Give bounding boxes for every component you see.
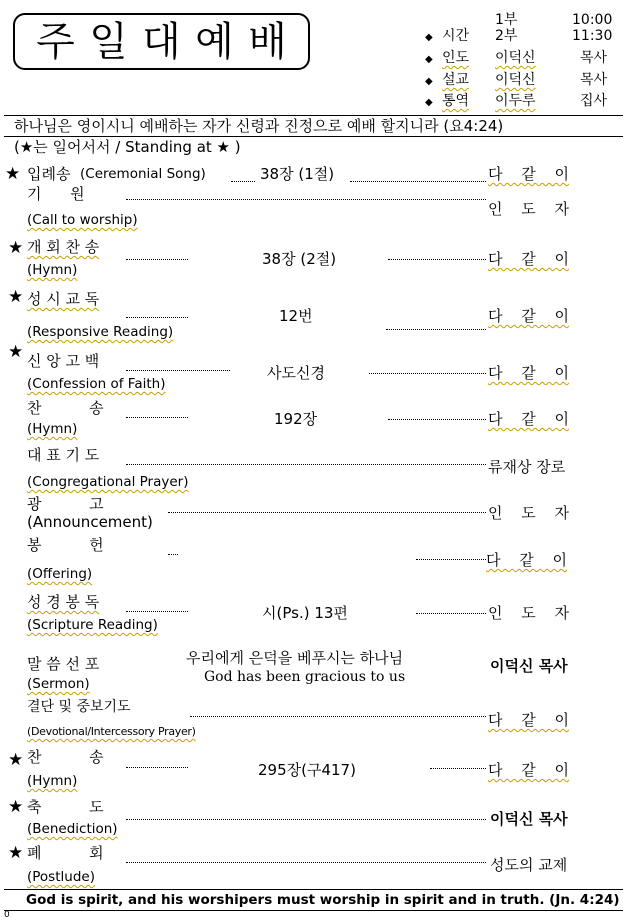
order-item-en: (Scripture Reading) <box>27 617 158 633</box>
order-item-who: 류재상 장로 <box>488 458 566 476</box>
order-item-en: (Hymn) <box>27 262 78 278</box>
title-char: 예 <box>195 18 234 65</box>
order-item-who: 인 도 자 <box>488 200 570 218</box>
order-item-ko: 찬 송 <box>27 748 104 766</box>
order-item-who: 다 같 이 <box>488 364 570 382</box>
dotted-leader <box>168 554 178 555</box>
order-item-who: 다 같 이 <box>488 761 570 779</box>
title-char: 주 <box>36 18 75 65</box>
bullet-icon: ◆ <box>425 97 433 108</box>
dotted-leader <box>231 181 255 182</box>
dotted-leader <box>388 419 486 420</box>
order-item-ko: 찬 송 <box>27 399 104 417</box>
dotted-leader <box>369 373 486 374</box>
title-char: 배 <box>248 18 287 65</box>
time-label: 시간 <box>442 28 470 44</box>
sermon-name: 이덕신 <box>495 72 536 88</box>
title-char: 일 <box>89 18 128 65</box>
sermon-title: 목사 <box>580 72 608 88</box>
order-item-en: (Postlude) <box>27 869 95 885</box>
dotted-leader <box>168 512 486 513</box>
order-item-en: (Call to worship) <box>27 212 138 228</box>
star-icon: ★ <box>8 342 24 362</box>
dotted-leader <box>126 317 188 318</box>
order-item-ko: 성 시 교 독 <box>27 290 100 308</box>
order-item-ko: 기 원 <box>27 185 85 203</box>
interp-label: 통역 <box>442 93 470 109</box>
dotted-leader <box>126 199 486 200</box>
star-icon: ★ <box>8 287 24 307</box>
sermon-label: 설교 <box>442 72 470 88</box>
dotted-leader <box>416 559 486 560</box>
bullet-icon: ◆ <box>425 32 433 43</box>
order-item-ko: 말 씀 선 포 <box>27 655 100 673</box>
dotted-leader <box>430 768 486 769</box>
order-item-who: 다 같 이 <box>488 165 570 183</box>
order-item-who: 인 도 자 <box>488 604 570 622</box>
interp-title: 집사 <box>580 93 608 109</box>
star-icon: ★ <box>8 843 24 863</box>
dotted-leader <box>388 259 486 260</box>
order-item-ko: 입례송 <box>27 165 71 183</box>
bullet-icon: ◆ <box>425 76 433 87</box>
order-item-en: (Hymn) <box>27 773 78 789</box>
dotted-leader <box>190 716 486 717</box>
order-item-who: 다 같 이 <box>488 250 570 268</box>
order-item-who: 성도의 교제 <box>490 856 568 874</box>
dotted-leader <box>386 329 486 330</box>
order-item-en: (Responsive Reading) <box>27 324 174 340</box>
order-item-ko: 결단 및 중보기도 <box>27 699 131 715</box>
order-item-en: (Ceremonial Song) <box>80 166 206 182</box>
order-item-ko: 성 경 봉 독 <box>27 593 100 611</box>
order-item-ko: 봉 헌 <box>27 536 104 554</box>
order-item-ko: 축 도 <box>27 798 104 816</box>
sermon-title-ko: 우리에게 은덕을 베푸시는 하나님 <box>186 649 404 667</box>
order-item-ko: 신 앙 고 백 <box>27 352 100 370</box>
order-item-ko: 개 회 찬 송 <box>27 238 100 256</box>
standing-note: (★는 일어서서 / Standing at ★ ) <box>14 138 241 156</box>
dotted-leader <box>126 464 486 465</box>
service1-label: 1부 <box>495 12 518 28</box>
service2-label: 2부 <box>495 28 518 44</box>
order-item-who: 인 도 자 <box>488 504 570 522</box>
order-item-en: (Hymn) <box>27 421 78 437</box>
dotted-leader <box>126 819 486 820</box>
interp-name: 이두루 <box>495 93 536 109</box>
dotted-leader <box>126 611 188 612</box>
service2-time: 11:30 <box>572 28 613 44</box>
order-item-ko: 폐 회 <box>27 844 104 862</box>
leader-label: 인도 <box>442 50 470 66</box>
leader-title: 목사 <box>580 50 608 66</box>
star-icon: ★ <box>8 750 24 770</box>
footer-verse: God is spirit, and his worshipers must worship in spirit and in truth. (Jn. 4:24) <box>4 889 623 911</box>
order-item-who: 다 같 이 <box>488 307 570 325</box>
order-item-content: 38장 (2절) <box>262 250 337 268</box>
sermon-title-en: God has been gracious to us <box>204 669 406 685</box>
title-char: 대 <box>142 18 181 65</box>
dotted-leader <box>126 259 188 260</box>
order-item-en: (Benediction) <box>27 821 118 837</box>
star-icon: ★ <box>5 164 21 184</box>
order-item-content: 시(Ps.) 13편 <box>262 604 348 622</box>
order-item-who: 다 같 이 <box>488 410 570 428</box>
order-item-en: (Sermon) <box>27 676 90 692</box>
star-icon: ★ <box>8 797 24 817</box>
order-item-who: 이덕신 목사 <box>490 657 568 675</box>
order-item-en: (Devotional/Intercessory Prayer) <box>27 725 196 738</box>
order-item-content: 295장(구417) <box>258 761 356 779</box>
dotted-leader <box>126 767 188 768</box>
dotted-leader <box>416 613 486 614</box>
star-icon: ★ <box>8 238 24 258</box>
bullet-icon: ◆ <box>425 54 433 65</box>
order-item-ko: 광 고 <box>27 495 104 513</box>
order-item-content: 192장 <box>274 410 318 428</box>
order-item-en: (Announcement) <box>27 513 153 531</box>
order-item-content: 사도신경 <box>267 364 325 382</box>
title-box <box>13 13 310 70</box>
scripture-banner: 하나님은 영이시니 예배하는 자가 신령과 진정으로 예배 할지니라 (요4:24) <box>4 115 623 137</box>
order-item-ko: 대 표 기 도 <box>27 446 100 464</box>
service1-time: 10:00 <box>572 12 613 28</box>
order-item-who: 다 같 이 <box>488 711 570 729</box>
order-item-who: 다 같 이 <box>486 551 568 569</box>
dotted-leader <box>350 181 486 182</box>
order-item-en: (Congregational Prayer) <box>27 474 189 490</box>
corner-mark: 0 <box>4 910 10 917</box>
dotted-leader <box>126 417 188 418</box>
order-item-en: (Confession of Faith) <box>27 376 166 392</box>
dotted-leader <box>126 370 230 371</box>
order-item-content: 12번 <box>279 307 313 325</box>
dotted-leader <box>126 862 486 863</box>
order-item-content: 38장 (1절) <box>260 165 335 183</box>
order-item-en: (Offering) <box>27 566 93 582</box>
order-item-who: 이덕신 목사 <box>490 810 568 828</box>
leader-name: 이덕신 <box>495 50 536 66</box>
